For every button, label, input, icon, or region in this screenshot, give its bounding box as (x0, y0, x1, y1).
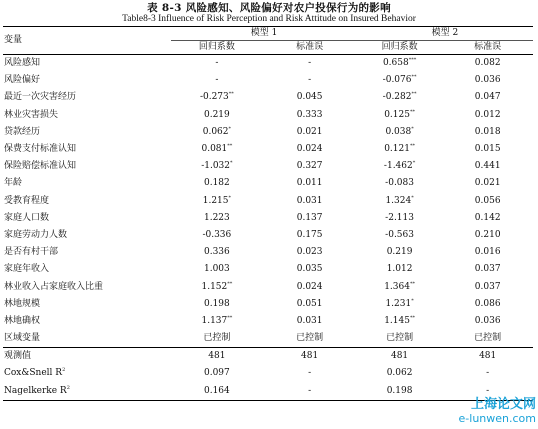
model1-se: 481 (301, 351, 319, 362)
model2-coef: 1.012 (386, 264, 413, 275)
model1-header: 模型 1 (171, 27, 357, 41)
model1-coef: 已控制 (203, 333, 231, 344)
table-row (3, 141, 533, 158)
row-label: 林业收入占家庭收入比重 (4, 281, 104, 292)
model1-coef: -0.273** (199, 91, 234, 103)
table-row (3, 278, 533, 295)
model2-coef: 1.231* (385, 297, 414, 309)
model2-se: 0.018 (474, 126, 501, 137)
model1-coef: 0.081** (201, 143, 233, 155)
model2-se-header: 标准误 (474, 42, 502, 52)
model2-se: 0.086 (474, 298, 501, 309)
model1-se: 0.175 (296, 229, 323, 240)
model1-se: 0.021 (296, 126, 323, 137)
table-row (3, 348, 533, 366)
model1-coef: 1.223 (203, 212, 230, 223)
model2-coef: -1.462* (383, 160, 416, 172)
row-label: 林地确权 (4, 315, 41, 326)
model1-se: 0.031 (296, 315, 323, 326)
model1-se: 0.333 (296, 109, 323, 120)
table-row (3, 313, 533, 330)
model2-coef: 0.219 (386, 247, 413, 258)
table-row (3, 124, 533, 141)
model2-se: 0.012 (474, 109, 501, 120)
model2-se: 0.036 (474, 75, 501, 86)
model1-se: 0.051 (296, 298, 323, 309)
model1-coef: 1.152** (201, 280, 233, 292)
table-row (3, 244, 533, 261)
model1-se: - (308, 75, 312, 86)
row-label: 风险偏好 (4, 75, 41, 86)
table-row (3, 261, 533, 278)
table-row (3, 89, 533, 106)
model1-coef: -0.336 (202, 229, 232, 240)
table-row (3, 107, 533, 124)
model2-se: 0.037 (474, 281, 501, 292)
row-label: Nagelkerke $R^2$ (4, 384, 70, 396)
row-label: 风险感知 (4, 58, 41, 69)
model2-coef: 0.062 (386, 368, 413, 379)
row-label: 家庭年收入 (4, 264, 50, 275)
watermark-logo (459, 398, 536, 426)
model2-coef: 481 (390, 351, 409, 362)
row-label: 保费支付标准认知 (4, 144, 77, 155)
model1-coef: 0.062* (202, 125, 231, 137)
row-label: 观测值 (4, 351, 32, 362)
model2-se: 0.056 (474, 195, 501, 206)
table-row (3, 330, 533, 348)
model2-coef: -0.083 (385, 178, 414, 189)
row-label: 保险赔偿标准认知 (4, 161, 77, 172)
row-label: 受教育程度 (4, 195, 50, 206)
row-label: 是否有村干部 (4, 247, 59, 258)
table-title: 表 8-3 风险感知、风险偏好对农户投保行为的影响 (147, 2, 391, 14)
model1-coef: 0.182 (203, 178, 230, 189)
row-label: 区域变量 (4, 333, 41, 344)
model1-se: 0.011 (296, 178, 323, 189)
model2-coef: 0.121** (384, 143, 415, 155)
row-label: 林业灾害损失 (4, 109, 59, 120)
table-row (3, 72, 533, 89)
model1-coef: 1.003 (203, 264, 230, 275)
model1-coef-header: 回归系数 (198, 42, 235, 52)
regression-table (3, 26, 533, 401)
model2-coef: -0.282** (382, 91, 417, 103)
model2-se: 0.441 (474, 161, 501, 172)
model2-coef: -2.113 (385, 212, 414, 223)
table-row (3, 210, 533, 227)
model1-coef: 0.164 (203, 385, 230, 396)
model1-se-header: 标准误 (296, 42, 324, 52)
model2-coef: -0.076** (382, 74, 417, 86)
row-label: 林地规模 (4, 298, 41, 309)
model1-se: - (308, 368, 312, 379)
table-row (3, 365, 533, 382)
table-row (3, 227, 533, 244)
model1-coef: - (215, 75, 219, 86)
model1-coef: 1.215* (202, 194, 231, 206)
model1-se: - (308, 58, 312, 69)
table-row (3, 296, 533, 313)
model1-se: 0.137 (296, 212, 323, 223)
model2-se: 0.036 (474, 315, 501, 326)
model1-se: 0.024 (296, 144, 323, 155)
model1-se: 0.023 (296, 247, 323, 258)
model2-coef: 1.324* (385, 194, 414, 206)
model2-se: - (486, 385, 490, 396)
model2-coef: 0.198 (386, 385, 413, 396)
model1-se: 0.035 (296, 264, 323, 275)
model1-se: - (308, 385, 312, 396)
row-label: 最近一次灾害经历 (4, 92, 77, 103)
model2-coef-header: 回归系数 (381, 42, 418, 52)
model1-coef: - (215, 58, 219, 69)
row-label: 家庭人口数 (4, 212, 50, 223)
row-label: 年龄 (4, 178, 23, 189)
watermark-cn: 上海论文网 (470, 397, 536, 412)
model2-se: 0.015 (474, 144, 501, 155)
model2-coef: 1.364** (384, 280, 415, 292)
model2-se: 0.082 (474, 58, 501, 69)
model1-se: 0.327 (296, 161, 323, 172)
model2-se: 0.142 (474, 212, 501, 223)
model2-coef: 0.038* (385, 125, 414, 137)
model1-coef: 0.097 (203, 368, 230, 379)
model1-coef: 0.219 (203, 109, 230, 120)
model2-coef: 已控制 (386, 333, 414, 344)
model2-se: 0.037 (474, 264, 501, 275)
model1-coef: 481 (208, 351, 226, 362)
table-row (3, 175, 533, 192)
model2-coef: 0.658*** (382, 57, 417, 69)
table-row (3, 55, 533, 73)
row-label: 家庭劳动力人数 (4, 229, 68, 240)
model2-header: 模型 2 (357, 27, 533, 41)
row-label: Cox&Snell $R^2$ (4, 367, 66, 379)
model2-se: 0.047 (474, 92, 501, 103)
model2-se: 0.210 (474, 229, 501, 240)
model2-se: 0.016 (474, 247, 501, 258)
model1-se: 0.045 (296, 92, 323, 103)
table-row (3, 158, 533, 175)
header-row-models (3, 27, 533, 41)
model2-se: 已控制 (474, 333, 502, 344)
row-label: 贷款经历 (4, 126, 41, 137)
model2-se: - (486, 368, 490, 379)
model1-se: 0.024 (296, 281, 323, 292)
model1-coef: -1.032* (201, 160, 233, 172)
model1-se: 0.031 (296, 195, 323, 206)
model2-se: 0.021 (474, 178, 501, 189)
model2-coef: 0.125** (384, 108, 415, 120)
table-subtitle: Table8-3 Influence of Risk Perception and Risk Attitude on Insured Behavior (122, 14, 416, 24)
model2-se: 481 (479, 351, 497, 362)
model2-coef: -0.563 (385, 229, 414, 240)
table-row (3, 193, 533, 210)
watermark-en: e-lunwen.com (458, 412, 536, 425)
model1-coef: 1.137** (201, 314, 233, 326)
model1-coef: 0.336 (203, 247, 230, 258)
table-row (3, 383, 533, 401)
model2-coef: 1.145** (384, 314, 415, 326)
model1-se: 已控制 (296, 333, 324, 344)
model1-coef: 0.198 (203, 298, 230, 309)
variable-header: 变量 (4, 35, 23, 45)
